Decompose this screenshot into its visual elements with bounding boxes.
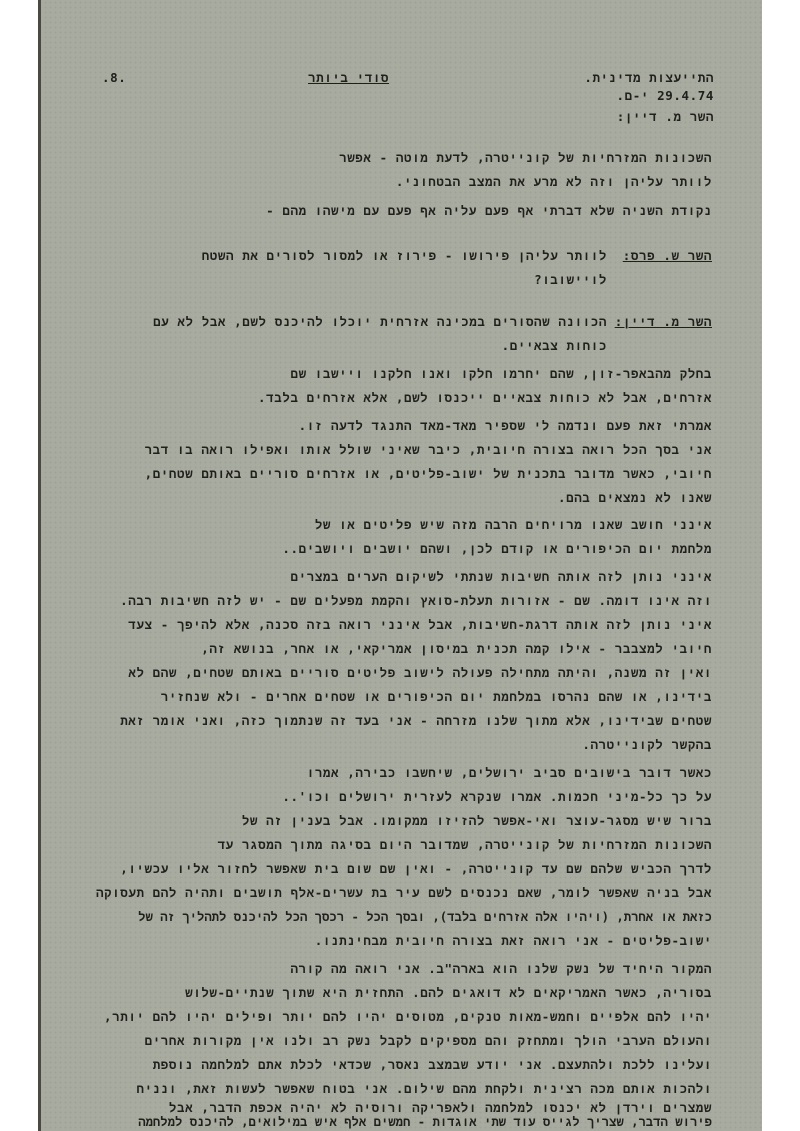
text-line: נקודת השניה שלא דברתי אף פעם עליה אף פעם עם מישהו מהם - — [266, 203, 712, 218]
text-line: בחלק מהבאפר-זון, שהם יחרמו חלקו ואנו חלקנו ויישבו שם — [290, 366, 712, 381]
text-line: לויישובו? — [534, 272, 607, 287]
text-line: בהקשר לקונייטרה. — [582, 737, 712, 752]
text-line: אני בסך הכל רואה בצורה חיובית, כיבר שאיני שולל אותו ואפילו רואה בו דבר — [144, 442, 712, 457]
text-line: בידינו, או שהם נהרסו במלחמת יום הכיפורים או שטחים אחרים - ולא שנחזיר — [160, 689, 712, 704]
text-line: לדרך הכביש שלהם שם עד קונייטרה, - ואין שם שום בית שאפשר לחזור אליו עכשיו, — [120, 861, 712, 876]
text-line: ועלינו ללכת ולהתעצם. אני יודע שבמצב נאסר, שכדאי לכלת אתם למלחמה נוספת — [152, 1057, 712, 1072]
text-line: חיובי, כאשר מדובר בתכנית של ישוב-פליטים, או אזרחים סוריים באותם שטחים, — [144, 466, 712, 481]
text-line: השכונות המזרחיות של קונייטרה, שמדובר היום בסיגה מתוך המסגר עד — [217, 837, 712, 852]
text-line: בסוריה, כאשר האמריקאים לא דואגים להם. התחזית היא שתוך שנתיים-שלוש — [185, 985, 712, 1000]
header-date: 29.4.74 י-ם. — [616, 88, 714, 103]
text-line: ולהכות אותם מכה רצינית ולקחת מהם שילום. אני בטוח שאפשר לעשות זאת, ונניח — [136, 1081, 712, 1096]
text-line: וזה אינו דומה. שם - אזורות תעלת-סואץ והקמת מפעלים שם - יש לזה חשיבות רבה. — [120, 593, 712, 608]
page-edge-shadow — [38, 0, 41, 1131]
text-line: אבל בניה שאפשר לומר, שאם נכנסים לשם עיר בת עשרים-אלף תושבים ותהיה להם תעסוקה — [95, 885, 712, 900]
text-line: כזאת או אחרת, (ויהיו אלה אזרחים בלבד), ובסך הכל - רכסך הכל להיכנס לתהליך זה של — [138, 910, 712, 924]
speaker-peres: השר ש. פרס: — [622, 248, 712, 263]
text-line: אינני חושב שאנו מרויחים הרבה מזה שיש פליטים או של — [314, 517, 712, 532]
classification-label: סודי ביותר — [308, 70, 390, 85]
text-line: על כך כל-מיני חכמות. אמרו שנקרא לעזרית ירושלים וכו'.. — [282, 789, 712, 804]
text-line: אמרתי זאת פעם ונדמה לי שספיר מאד-מאד התנגד לדעה זו. — [298, 418, 712, 433]
text-line: שמצרים וירדן לא יכנסו למלחמה ולאפריקה ורוסיה לא יהיה אכפת הדבר, אבל — [168, 1100, 712, 1115]
text-line: ואין זה משנה, והיתה מתחילה פעולה לישוב פליטים סוריים באותם שטחים, שהם לא — [128, 665, 712, 680]
text-line: ישוב-פליטים - אני רואה זאת בצורה חיובית מבחינתנו. — [314, 933, 712, 948]
text-line: שטחים שבידינו, אלא מתוך שלנו מזרחה - אני בעד זה שנתמוך כזה, ואני אומר זאת — [120, 713, 712, 728]
speaker-dayan-1: השר מ. דיין: — [616, 109, 714, 124]
text-line: אזרחים, אבל לא כוחות צבאיים ייכנסו לשם, אלא אזרחים בלבד. — [258, 390, 712, 405]
text-line: הכוונה שהסורים במכינה אזרחית יוכלו להיכנס לשם, אבל לא עם — [153, 314, 607, 329]
text-line: כוחות צבאיים. — [501, 338, 607, 353]
text-line: מלחמת יום הכיפורים או קודם לכן, ושהם יושבים ויושבים.. — [282, 541, 712, 556]
text-line: והעולם הערבי הולך ומתחזק והם מספיקים לקבל נשק רב ולנו אין מקורות אחרים — [144, 1033, 712, 1048]
text-line: ברור שיש מסגר-עוצר ואי-אפשר להזיזו ממקומו. אבל בענין זה של — [241, 813, 712, 828]
document-page — [38, 0, 762, 1131]
header-org: התייעצות מדינית. — [584, 70, 714, 85]
page-number: .8. — [102, 70, 127, 85]
text-line: השכונות המזרחיות של קונייטרה, לדעת מוטה - אפשר — [339, 150, 712, 165]
text-line: לוותר עליהן פירושו - פירוז או למסור לסורים את השטח — [201, 248, 607, 263]
text-line: לוותר עליהן וזה לא מרע את המצב הבטחוני. — [395, 174, 712, 189]
text-line: איני נותן לזה אותה דרגת-חשיבות, אבל אינני רואה בזה סכנה, אלא להיפך - צעד — [128, 617, 712, 632]
speaker-dayan-2: השר מ. דיין: — [614, 314, 712, 329]
text-line: שאנו לא נמצאים בהם. — [557, 490, 712, 505]
text-line: יהיו להם אלפיים וחמש-מאות טנקים, מטוסים יהיו להם יותר ופילים יהיו להם יותר, — [104, 1009, 712, 1024]
text-line: המקור היחיד של נשק שלנו הוא בארה"ב. אני רואה מה קורה — [290, 961, 712, 976]
text-line: כאשר דובר בישובים סביב ירושלים, שיחשבו כבירה, אמרו — [306, 765, 712, 780]
text-line: פירוש הדבר, שצריך לגייס עוד שתי אוגדות - חמשים אלף איש במילואים, להיכנס למלחמה — [138, 1115, 712, 1129]
text-line: חיובי למצבבר - אילו קמה תכנית במיסון אמריקאי, או אחר, בנושא זה, — [201, 641, 712, 656]
text-line: אינני נותן לזה אותה חשיבות שנתתי לשיקום הערים במצרים — [290, 569, 712, 584]
